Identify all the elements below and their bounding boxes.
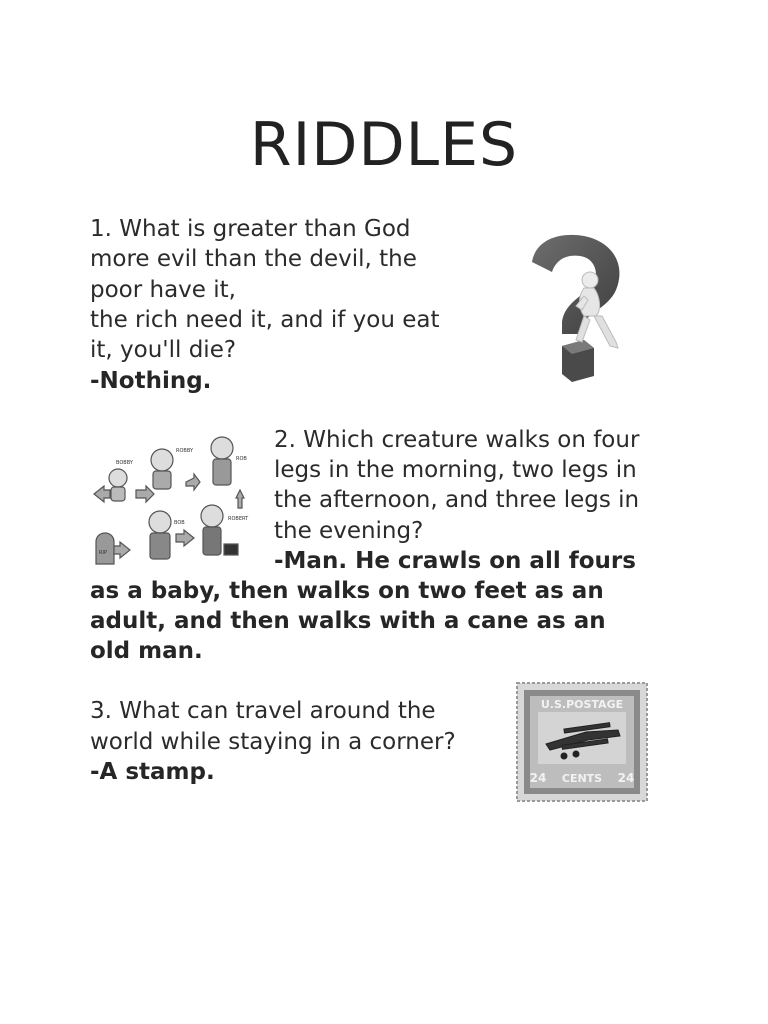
riddle-2-line: legs in the morning, two legs in	[274, 457, 637, 483]
stamp-bottom-text: CENTS	[561, 772, 603, 785]
riddle-2-answer-line: old man.	[90, 638, 203, 664]
stamp-value-left: 24	[529, 771, 547, 785]
riddle-1-answer: -Nothing.	[90, 368, 212, 394]
label-rip: RIP	[99, 550, 107, 556]
question-mark-figure-icon	[522, 230, 632, 385]
label-rob: ROB	[236, 456, 247, 462]
page-title: RIDDLES	[249, 110, 519, 180]
cartoon-life-stages-icon	[90, 430, 258, 568]
stamp-top-text: U.S.POSTAGE	[540, 698, 624, 711]
riddle-3-line: 3. What can travel around the	[90, 698, 436, 724]
label-robert: ROBERT	[228, 516, 249, 522]
riddle-1-line: more evil than the devil, the	[90, 246, 417, 272]
riddle-1-line: poor have it,	[90, 277, 236, 303]
riddle-1-line: it, you'll die?	[90, 337, 237, 363]
riddle-2-line: the afternoon, and three legs in	[274, 487, 640, 513]
riddle-2-answer-line: as a baby, then walks on two feet as an	[90, 578, 604, 604]
label-bobby: BOBBY	[116, 460, 133, 466]
riddle-2-answer-line: -Man. He crawls on all fours	[274, 548, 636, 574]
riddle-2-line: the evening?	[274, 518, 424, 544]
airmail-stamp-icon	[516, 682, 648, 802]
label-robby: ROBBY	[176, 448, 194, 454]
riddle-2-answer-line: adult, and then walks with a cane as an	[90, 608, 606, 634]
label-bob: BOB	[174, 520, 185, 526]
stamp-value-right: 24	[617, 771, 635, 785]
riddle-3-line: world while staying in a corner?	[90, 729, 456, 755]
riddle-3-answer: -A stamp.	[90, 759, 215, 785]
riddle-1-line: the rich need it, and if you eat	[90, 307, 440, 333]
riddle-2-line: 2. Which creature walks on four	[274, 427, 640, 453]
riddle-1-line: 1. What is greater than God	[90, 216, 411, 242]
